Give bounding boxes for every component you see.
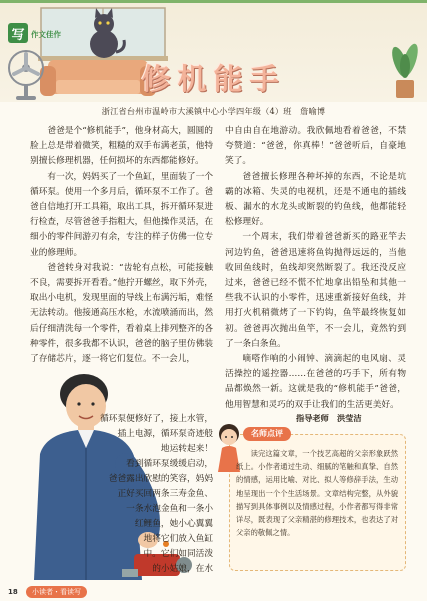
left-column: [30, 124, 213, 367]
paragraph: 一个周末，我们带着爸爸新买的路亚竿去河边钓鱼，爸爸迅速将鱼钩抛得远远的，当他收回鱼线时，鱼线却突然断裂了。我还没反应过来，爸爸已经不慌不忙地拿出铅坠和其他一些我不认识的小零件，迅速重新接好鱼线，并用打火机稍微烤了一下钓钩，鱼竿最终恢复如初。爸爸再次抛出鱼竿，不一会儿，竟然钓到了一条白条鱼。: [225, 232, 406, 349]
right-column: [225, 124, 406, 413]
comment-text: 读完这篇文章，一个技艺高超的父亲形象跃然纸上。小作者通过生动、细腻的笔触和真挚、自然的情感，运用比喻、对比、拟人等修辞手法，生动地呈现出一个个生活场景。文章结构完整，从外貌描写到具体事例以及情感过程，小作者都写得非常详尽，既表现了父亲精湛的修理技术，也表达了对父亲的敬佩之情。: [236, 449, 398, 538]
page-footer: [0, 585, 427, 601]
column-tag: 作文佳作: [31, 30, 61, 39]
wrap-line: 看到循环泵缓缓启动，: [126, 459, 213, 469]
paragraph: 中自由自在地游动。我欣佩地看着爸爸，不禁夸赞道：“爸爸，你真棒！”爸爸听后，自豪地笑了。: [225, 126, 406, 167]
paragraph: 爸爸擅长修理各种坏掉的东西，不论是坑霸的冰箱、失灵的电视机，还是不通电的插线板、漏水的水龙头或断裂的钓鱼线，他都能轻松修理好。: [225, 171, 406, 228]
author-byline: 浙江省台州市温岭市大溪镇中心小学四年级（4）班 詹喻博: [101, 106, 326, 116]
paragraph: 爸爸转身对我说：“齿轮有点松，可能接触不良，需要拆开看看。”他拧开螺丝，取下外壳，取出小电机，发现里面的导线上布满污垢，难怪无法转动。他接通高压水枪，水流喷涌而出，然后仔细清洗每一个零件，看着桌上排列整齐的各种零件，很多我都不认识，爸爸的脑子里仿佛装了存储芯片，逐一将它们复位。不一会儿，: [30, 262, 213, 365]
magazine-tag: 小读者・看读写: [26, 586, 87, 598]
column-badge-icon: 写: [8, 23, 28, 43]
wrap-line: 中。它们如同活泼: [143, 549, 213, 559]
wrap-line: 地运转起来！: [160, 444, 213, 454]
paragraph: 有一次，妈妈买了一个鱼缸，里面装了一个循环泵。使用一个多月后，循环泵不工作了。爸爸自信地打开工具箱，取出工具，拆开循环泵进行检查，尽管爸爸手指粗大，但他操作灵活，在细小的零件间游刃有余，专注的样子仿佛一位专业的修理师。: [30, 171, 213, 258]
wrap-line: 爸爸露出欣慰的笑容，妈妈: [108, 474, 213, 484]
wrap-line: 地将它们放入鱼缸: [143, 534, 213, 544]
paragraph: 爸爸是个“修机能手”，他身材高大，圆圆的脸上总是带着微笑，粗糙的双手布满老茧，他特别擅长修理机器，任何损坏的东西都能修好。: [30, 126, 213, 167]
comment-tag: 名师点评: [243, 427, 291, 441]
teacher-signature: 指导老师 洪莹洁: [296, 413, 362, 423]
article-title: 修机能手: [141, 62, 286, 96]
wrap-line: 一条水泡金鱼和一条小: [126, 504, 213, 514]
wrap-line: 循环泵便修好了，接上水管，: [100, 414, 213, 424]
wrap-line: 红鲤鱼，她小心翼翼: [134, 519, 213, 529]
page-number: 18: [8, 588, 18, 596]
wrap-line: 正好买回两条三寿金鱼、: [117, 489, 213, 499]
paragraph: 嘀嗒作响的小闹钟、滴滴起的电风扇、灵活操控的遥控器……在爸爸的巧手下，所有物品都焕然一新。这就是我的“修机能手”爸爸，他用智慧和灵巧的双手让我们的生活更美好。: [225, 354, 406, 410]
wrap-line: 的小姑娘，在水: [152, 564, 213, 574]
wrap-line: 插上电源，循环泵奇迹般: [117, 429, 213, 439]
